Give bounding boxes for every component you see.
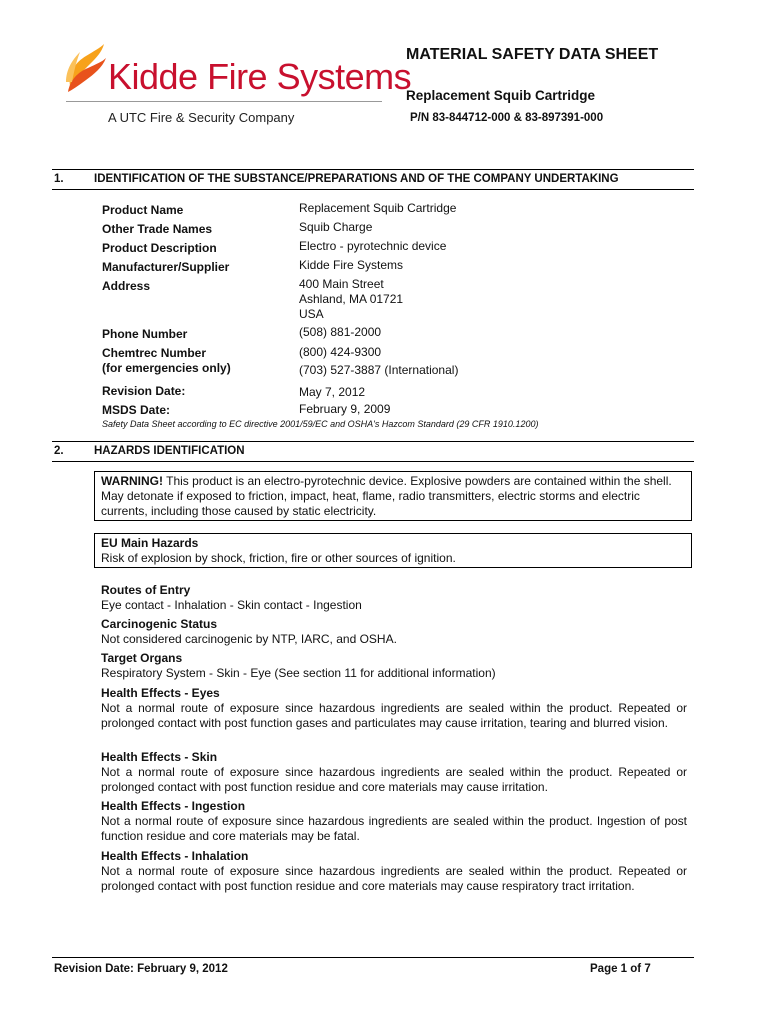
section-1-title: IDENTIFICATION OF THE SUBSTANCE/PREPARATIONS AND OF THE COMPANY UNDERTAKING bbox=[94, 173, 619, 185]
field-label-chemtrec: Chemtrec Number bbox=[102, 346, 207, 360]
field-value-chemtrec-1: (800) 424-9300 bbox=[299, 345, 382, 359]
field-value-product-name: Replacement Squib Cartridge bbox=[299, 201, 457, 215]
logo-divider bbox=[66, 101, 382, 102]
subsection-text-inhalation: Not a normal route of exposure since hazardous ingredients are sealed within the product. Repeated or prolonged contact with post function residue and core materials may cause respiratory tract irritation. bbox=[101, 864, 687, 893]
field-value-address-line-2: Ashland, MA 01721 bbox=[299, 292, 404, 306]
subsection-title-skin: Health Effects - Skin bbox=[101, 750, 218, 764]
document-title: MATERIAL SAFETY DATA SHEET bbox=[406, 46, 659, 63]
field-label-chemtrec-note: (for emergencies only) bbox=[102, 361, 231, 375]
field-label-revision-date: Revision Date: bbox=[102, 384, 186, 398]
footer-rule bbox=[52, 957, 694, 958]
field-label-msds-date: MSDS Date: bbox=[102, 403, 171, 417]
subsection-text-skin: Not a normal route of exposure since hazardous ingredients are sealed within the product. Repeated or prolonged contact with post function residue and core materials may cause irritation. bbox=[101, 765, 687, 794]
field-value-msds-date: February 9, 2009 bbox=[299, 402, 391, 416]
field-value-address-line-3: USA bbox=[299, 307, 324, 321]
subsection-title-inhalation: Health Effects - Inhalation bbox=[101, 849, 249, 863]
flame-logo-icon bbox=[64, 42, 106, 96]
subsection-title-target-organs: Target Organs bbox=[101, 651, 183, 665]
eu-hazards-title: EU Main Hazards bbox=[101, 536, 199, 550]
footer-page-number: Page 1 of 7 bbox=[590, 963, 651, 975]
subsection-text-carcinogenic: Not considered carcinogenic by NTP, IARC, and OSHA. bbox=[101, 632, 397, 646]
field-label-phone: Phone Number bbox=[102, 327, 188, 341]
field-label-product-description: Product Description bbox=[102, 241, 217, 255]
eu-hazards-box bbox=[94, 533, 692, 568]
field-value-trade-names: Squib Charge bbox=[299, 220, 373, 234]
warning-box bbox=[94, 471, 692, 521]
subsection-text-routes: Eye contact - Inhalation - Skin contact - Ingestion bbox=[101, 598, 362, 612]
field-value-revision-date: May 7, 2012 bbox=[299, 385, 366, 399]
footer-revision-date: Revision Date: February 9, 2012 bbox=[54, 963, 228, 975]
field-label-product-name: Product Name bbox=[102, 203, 184, 217]
warning-text: This product is an electro-pyrotechnic device. Explosive powders are contained within the shell. May detonate if exposed to friction, impact, heat, flame, radio transmitters, electric storms and electric currents, including those caused by static electricity. bbox=[101, 474, 672, 518]
subsection-title-routes: Routes of Entry bbox=[101, 583, 191, 597]
subsection-text-ingestion: Not a normal route of exposure since hazardous ingredients are sealed within the product. Ingestion of post function residue and core materials may be fatal. bbox=[101, 814, 687, 843]
section-2-top-rule bbox=[52, 441, 694, 442]
field-label-manufacturer: Manufacturer/Supplier bbox=[102, 260, 230, 274]
subsection-text-eyes: Not a normal route of exposure since hazardous ingredients are sealed within the product. Repeated or prolonged contact with post function gases and particulates may cause irritation, tearing and blurred vision. bbox=[101, 701, 687, 730]
field-value-phone: (508) 881-2000 bbox=[299, 325, 382, 339]
document-product-name: Replacement Squib Cartridge bbox=[406, 88, 596, 103]
section-2-title: HAZARDS IDENTIFICATION bbox=[94, 445, 245, 457]
document-part-numbers: P/N 83-844712-000 & 83-897391-000 bbox=[410, 112, 604, 124]
field-value-address-line-1: 400 Main Street bbox=[299, 277, 384, 291]
logo-tagline: A UTC Fire & Security Company bbox=[108, 110, 295, 125]
eu-hazards-text: Risk of explosion by shock, friction, fire or other sources of ignition. bbox=[101, 551, 456, 565]
subsection-title-carcinogenic: Carcinogenic Status bbox=[101, 617, 218, 631]
subsection-text-target-organs: Respiratory System - Skin - Eye (See section 11 for additional information) bbox=[101, 666, 496, 680]
field-label-trade-names: Other Trade Names bbox=[102, 222, 213, 236]
section-1-number: 1. bbox=[54, 173, 64, 185]
field-value-manufacturer: Kidde Fire Systems bbox=[299, 258, 404, 272]
subsection-title-ingestion: Health Effects - Ingestion bbox=[101, 799, 246, 813]
field-value-product-description: Electro - pyrotechnic device bbox=[299, 239, 447, 253]
warning-label: WARNING! bbox=[101, 474, 163, 488]
subsection-title-eyes: Health Effects - Eyes bbox=[101, 686, 220, 700]
section-1-bottom-rule bbox=[52, 189, 694, 190]
logo-wordmark: Kidde Fire Systems bbox=[108, 56, 412, 97]
section-2-bottom-rule bbox=[52, 461, 694, 462]
section-2-number: 2. bbox=[54, 445, 64, 457]
field-label-address: Address bbox=[102, 279, 151, 293]
field-value-chemtrec-2: (703) 527-3887 (International) bbox=[299, 363, 459, 377]
regulatory-note: Safety Data Sheet according to EC directive 2001/59/EC and OSHA's Hazcom Standard (29 CFR 1910.1200) bbox=[102, 419, 539, 429]
section-1-top-rule bbox=[52, 169, 694, 170]
